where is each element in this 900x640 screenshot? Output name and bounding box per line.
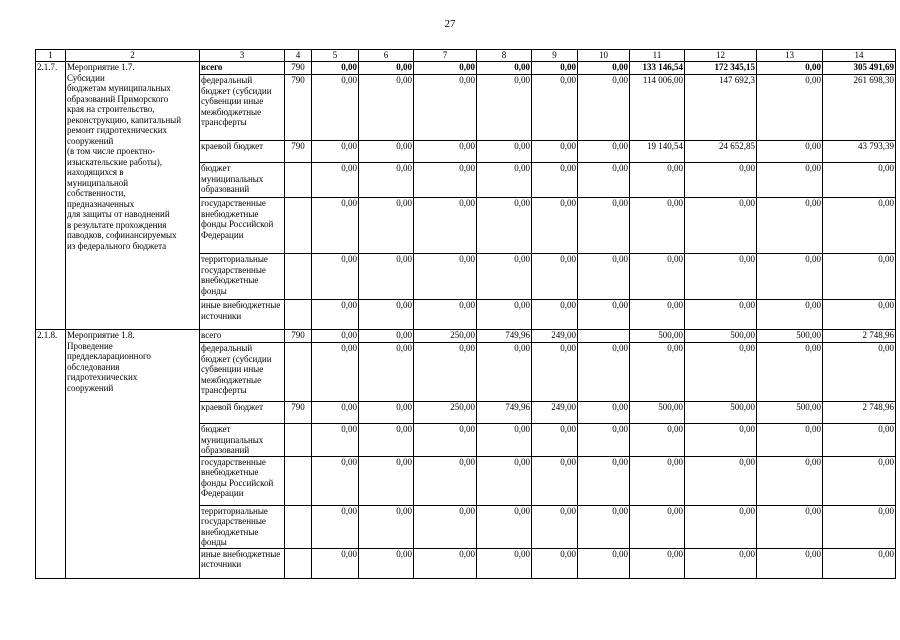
amount-cell: 0,00 [823,505,896,548]
amount-cell: 0,00 [477,456,532,505]
amount-cell: 0,00 [685,300,757,330]
grbs-code [285,254,312,300]
amount-cell: 0,00 [312,300,359,330]
amount-cell: 250,00 [414,402,477,424]
grbs-code [285,505,312,548]
amount-cell: 749,96 [477,330,532,343]
amount-cell: 0,00 [630,505,685,548]
funding-source: всего [200,62,285,75]
amount-cell: 0,00 [823,163,896,198]
amount-cell: 0,00 [757,343,823,402]
amount-cell: 0,00 [359,548,414,578]
amount-cell: 0,00 [414,62,477,75]
amount-cell: 0,00 [823,254,896,300]
amount-cell: 0,00 [312,330,359,343]
amount-cell: 0,00 [359,62,414,75]
amount-cell: 114 006,00 [630,75,685,141]
funding-source: бюджет муниципальных образований [200,424,285,457]
amount-cell: 0,00 [312,141,359,163]
grbs-code: 790 [285,62,312,75]
amount-cell: 0,00 [578,75,630,141]
funding-source: территориальные государственные внебюджетные фонды [200,505,285,548]
measure-number: 2.1.8. [36,330,66,579]
amount-cell: 0,00 [823,343,896,402]
amount-cell: 0,00 [630,198,685,254]
amount-cell: 2 748,96 [823,402,896,424]
amount-cell: 0,00 [578,402,630,424]
amount-cell: 0,00 [477,254,532,300]
amount-cell: 0,00 [532,505,578,548]
amount-cell: 0,00 [685,163,757,198]
amount-cell: 0,00 [414,141,477,163]
amount-cell: 749,96 [477,402,532,424]
amount-cell: 0,00 [532,456,578,505]
amount-cell: 147 692,3 [685,75,757,141]
amount-cell: 500,00 [757,402,823,424]
column-number: 9 [532,50,578,62]
amount-cell: 0,00 [630,343,685,402]
funding-source: краевой бюджет [200,402,285,424]
amount-cell: 0,00 [823,456,896,505]
grbs-code [285,343,312,402]
table-row [36,62,896,75]
funding-source: иные внебюджетные источники [200,300,285,330]
amount-cell: 0,00 [578,254,630,300]
amount-cell: 0,00 [312,254,359,300]
amount-cell: 0,00 [312,198,359,254]
amount-cell: 0,00 [630,456,685,505]
column-number: 3 [200,50,285,62]
amount-cell: 0,00 [757,505,823,548]
grbs-code [285,198,312,254]
column-number: 11 [630,50,685,62]
table-row [36,330,896,343]
amount-cell: 0,00 [414,548,477,578]
column-number: 8 [477,50,532,62]
amount-cell: 0,00 [359,141,414,163]
amount-cell: 0,00 [578,141,630,163]
amount-cell: 0,00 [359,75,414,141]
amount-cell: 500,00 [630,330,685,343]
amount-cell: 0,00 [532,198,578,254]
amount-cell: 0,00 [532,254,578,300]
column-number: 14 [823,50,896,62]
page-number: 27 [444,18,456,30]
funding-source: всего [200,330,285,343]
amount-cell: 0,00 [685,343,757,402]
amount-cell: 0,00 [312,456,359,505]
amount-cell: 261 698,30 [823,75,896,141]
amount-cell: 0,00 [630,254,685,300]
amount-cell: 0,00 [359,330,414,343]
amount-cell: 0,00 [685,456,757,505]
amount-cell: 250,00 [414,330,477,343]
amount-cell: 0,00 [312,505,359,548]
amount-cell: 0,00 [578,163,630,198]
amount-cell: 0,00 [414,424,477,457]
grbs-code [285,163,312,198]
funding-source: иные внебюджетные источники [200,548,285,578]
amount-cell: 0,00 [359,343,414,402]
grbs-code [285,424,312,457]
amount-cell: 0,00 [359,424,414,457]
measure-description: Мероприятие 1.7. Субсидии бюджетам муниципальных образований Приморского края на строительство, реконструкцию, капитальный ремонт гидротехнических сооружений (в том числе проектно- изыскательские работы), находящихся в муниципальной собственности, предназначенных для защиты от наводнений в результате прохождения паводков, софинансируемых из федерального бюджета [66,62,200,330]
amount-cell: 0,00 [757,198,823,254]
amount-cell: 0,00 [630,300,685,330]
amount-cell: 0,00 [757,62,823,75]
amount-cell: 0,00 [414,198,477,254]
grbs-code: 790 [285,75,312,141]
funding-source: бюджет муниципальных образований [200,163,285,198]
amount-cell: 0,00 [685,198,757,254]
funding-source: краевой бюджет [200,141,285,163]
amount-cell: 172 345,15 [685,62,757,75]
amount-cell: 0,00 [477,424,532,457]
amount-cell: 0,00 [532,141,578,163]
measure-description: Мероприятие 1.8. Проведение преддекларационного обследования гидротехнических сооружений [66,330,200,579]
amount-cell: 0,00 [477,198,532,254]
amount-cell: 0,00 [414,163,477,198]
amount-cell: 0,00 [685,548,757,578]
amount-cell: 0,00 [359,300,414,330]
grbs-code [285,300,312,330]
column-number: 6 [359,50,414,62]
amount-cell: 249,00 [532,402,578,424]
amount-cell: 0,00 [477,62,532,75]
funding-source: государственные внебюджетные фонды Российской Федерации [200,456,285,505]
amount-cell: 0,00 [757,141,823,163]
amount-cell: 0,00 [578,424,630,457]
column-number: 7 [414,50,477,62]
amount-cell: 0,00 [532,424,578,457]
column-number: 12 [685,50,757,62]
amount-cell: 0,00 [477,163,532,198]
amount-cell: 0,00 [477,141,532,163]
grbs-code: 790 [285,330,312,343]
amount-cell: 0,00 [414,254,477,300]
table-body [36,50,896,579]
amount-cell: 0,00 [312,424,359,457]
amount-cell: 249,00 [532,330,578,343]
amount-cell: 0,00 [757,254,823,300]
amount-cell: 0,00 [414,75,477,141]
funding-source: территориальные государственные внебюджетные фонды [200,254,285,300]
column-number: 2 [66,50,200,62]
amount-cell: 0,00 [578,505,630,548]
amount-cell: 0,00 [823,548,896,578]
column-number: 1 [36,50,66,62]
funding-source: федеральный бюджет (субсидии субвенции иные межбюджетные трансферты [200,75,285,141]
amount-cell: 0,00 [757,300,823,330]
amount-cell: 0,00 [685,505,757,548]
amount-cell: 0,00 [578,343,630,402]
amount-cell: 0,00 [359,402,414,424]
amount-cell: 500,00 [630,402,685,424]
amount-cell: 0,00 [477,548,532,578]
amount-cell: 0,00 [312,62,359,75]
amount-cell: 0,00 [685,424,757,457]
amount-cell: 0,00 [630,163,685,198]
amount-cell: 0,00 [578,198,630,254]
amount-cell: 0,00 [414,343,477,402]
amount-cell: 0,00 [823,300,896,330]
amount-cell: 0,00 [578,456,630,505]
amount-cell: 0,00 [414,456,477,505]
measure-number: 2.1.7. [36,62,66,330]
grbs-code: 790 [285,141,312,163]
column-number: 4 [285,50,312,62]
amount-cell [578,330,630,343]
amount-cell: 0,00 [757,163,823,198]
amount-cell: 2 748,96 [823,330,896,343]
column-number-row [36,50,896,62]
amount-cell: 0,00 [823,198,896,254]
amount-cell: 0,00 [359,254,414,300]
amount-cell: 0,00 [359,198,414,254]
grbs-code: 790 [285,402,312,424]
amount-cell: 0,00 [685,254,757,300]
amount-cell: 0,00 [757,548,823,578]
amount-cell: 0,00 [757,424,823,457]
amount-cell: 0,00 [312,402,359,424]
amount-cell: 0,00 [757,456,823,505]
amount-cell: 0,00 [823,424,896,457]
column-number: 13 [757,50,823,62]
amount-cell: 0,00 [532,163,578,198]
amount-cell: 0,00 [532,75,578,141]
amount-cell: 0,00 [477,343,532,402]
amount-cell: 0,00 [312,75,359,141]
amount-cell: 0,00 [312,548,359,578]
amount-cell: 0,00 [757,75,823,141]
amount-cell: 0,00 [532,62,578,75]
funding-source: федеральный бюджет (субсидии субвенции иные межбюджетные трансферты [200,343,285,402]
amount-cell: 43 793,39 [823,141,896,163]
amount-cell: 500,00 [685,402,757,424]
amount-cell: 500,00 [685,330,757,343]
amount-cell: 0,00 [532,343,578,402]
column-number: 5 [312,50,359,62]
amount-cell: 0,00 [477,505,532,548]
amount-cell: 0,00 [630,548,685,578]
column-number: 10 [578,50,630,62]
amount-cell: 0,00 [312,343,359,402]
amount-cell: 0,00 [477,75,532,141]
funding-source: государственные внебюджетные фонды Российской Федерации [200,198,285,254]
amount-cell: 0,00 [578,62,630,75]
amount-cell: 19 140,54 [630,141,685,163]
amount-cell: 0,00 [578,300,630,330]
budget-table [35,49,896,579]
amount-cell: 305 491,69 [823,62,896,75]
amount-cell: 0,00 [414,300,477,330]
amount-cell: 0,00 [630,424,685,457]
amount-cell: 0,00 [312,163,359,198]
amount-cell: 0,00 [414,505,477,548]
amount-cell: 500,00 [757,330,823,343]
amount-cell: 133 146,54 [630,62,685,75]
amount-cell: 0,00 [359,505,414,548]
grbs-code [285,456,312,505]
amount-cell: 0,00 [359,163,414,198]
amount-cell: 0,00 [477,300,532,330]
amount-cell: 0,00 [578,548,630,578]
amount-cell: 24 652,85 [685,141,757,163]
amount-cell: 0,00 [359,456,414,505]
grbs-code [285,548,312,578]
amount-cell: 0,00 [532,548,578,578]
amount-cell: 0,00 [532,300,578,330]
